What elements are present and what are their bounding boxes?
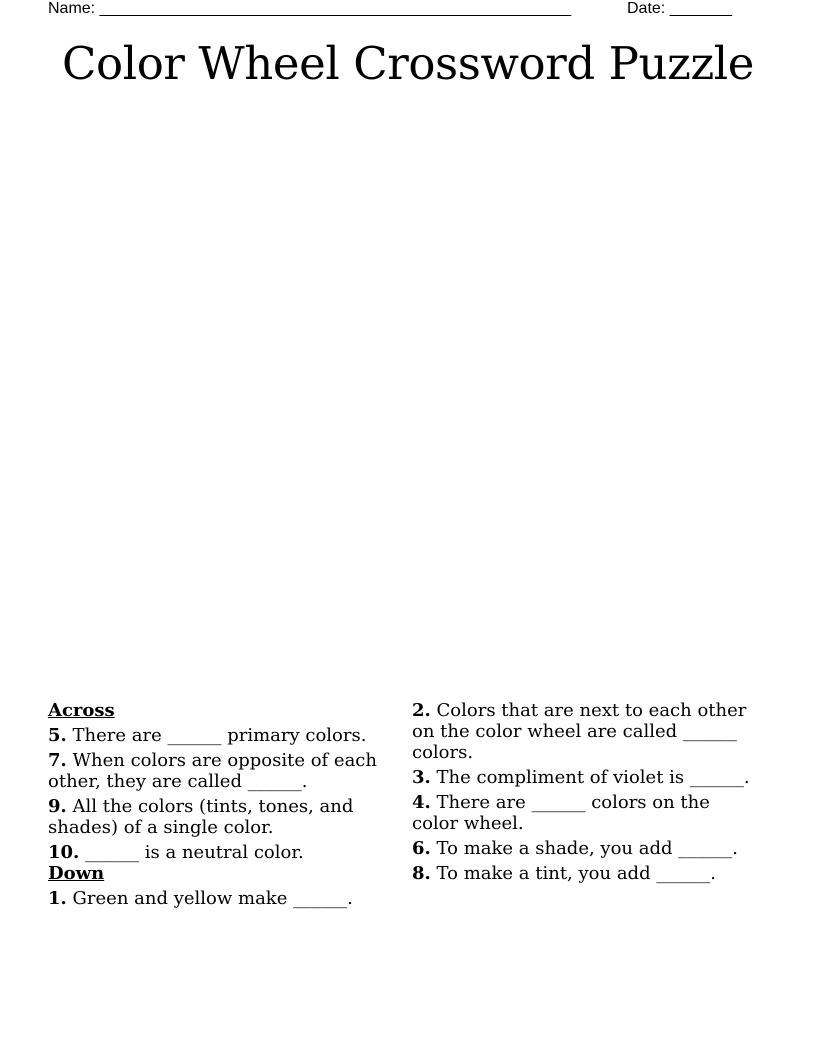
crossword-grid-area <box>48 110 740 690</box>
worksheet-header <box>48 0 740 20</box>
clue-across-10 <box>48 842 383 863</box>
clue-number: 3. <box>412 767 431 788</box>
clue-text: There are ______ primary colors. <box>72 725 367 746</box>
clue-text: Green and yellow make ______. <box>72 888 353 909</box>
date-blank: _______ <box>669 0 732 17</box>
clues-left-column <box>48 700 383 913</box>
clue-down-1 <box>48 888 383 909</box>
clue-number: 1. <box>48 888 67 909</box>
clue-across-7 <box>48 750 383 792</box>
clue-text: The compliment of violet is ______. <box>436 767 750 788</box>
clue-number: 5. <box>48 725 67 746</box>
date-line <box>627 0 732 18</box>
clue-down-6 <box>412 838 752 859</box>
clue-number: 2. <box>412 700 431 721</box>
clue-down-4 <box>412 792 752 834</box>
clue-text: To make a shade, you add ______. <box>436 838 738 859</box>
clue-across-9 <box>48 796 383 838</box>
clue-across-5 <box>48 725 383 746</box>
clue-number: 6. <box>412 838 431 859</box>
name-blank: _____________________________________________________ <box>99 0 572 17</box>
clue-number: 8. <box>412 863 431 884</box>
clue-number: 7. <box>48 750 67 771</box>
clue-text: When colors are opposite of each other, they are called ______. <box>48 750 377 792</box>
clue-number: 9. <box>48 796 67 817</box>
date-label: Date: <box>627 0 666 17</box>
across-heading: Across <box>48 700 115 721</box>
clue-text: To make a tint, you add ______. <box>436 863 717 884</box>
clue-number: 4. <box>412 792 431 813</box>
name-label: Name: <box>48 0 96 17</box>
clue-down-3 <box>412 767 752 788</box>
clue-text: Colors that are next to each other on the color wheel are called ______ colors. <box>412 700 747 763</box>
down-heading: Down <box>48 863 105 884</box>
clue-text: ______ is a neutral color. <box>85 842 304 863</box>
clue-down-8 <box>412 863 752 884</box>
clues-right-column <box>412 700 752 888</box>
clue-text: All the colors (tints, tones, and shades) of a single color. <box>48 796 354 838</box>
clue-number: 10. <box>48 842 80 863</box>
clue-text: There are ______ colors on the color wheel. <box>412 792 710 834</box>
name-line <box>48 0 571 18</box>
page-title: Color Wheel Crossword Puzzle <box>62 37 754 90</box>
clue-down-2 <box>412 700 752 763</box>
